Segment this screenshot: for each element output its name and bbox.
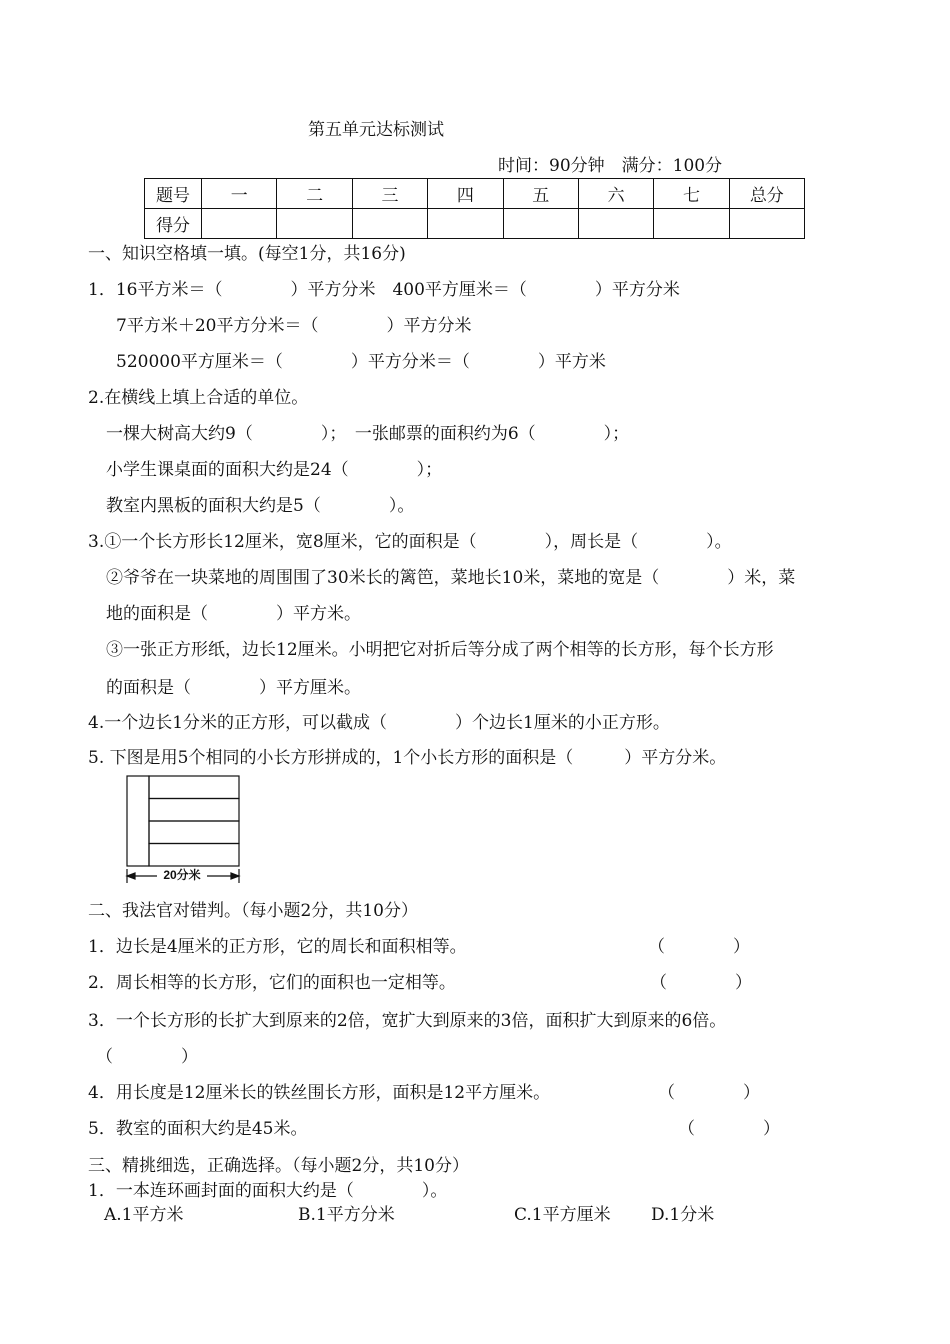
table-cell: 六 [578, 179, 653, 209]
answer-blank[interactable]: （ ） [678, 1119, 780, 1139]
table-cell: 总分 [729, 179, 804, 209]
rectangles-figure [122, 772, 252, 892]
horizontal-rectangle [149, 799, 239, 822]
table-cell: 七 [654, 179, 729, 209]
section2-heading: 二、我法官对错判。（每小题2分，共10分） [88, 901, 418, 921]
table-cell: 二 [277, 179, 352, 209]
score-cell[interactable] [428, 209, 503, 239]
s1-q1-line3: 520000平方厘米＝（ ）平方分米＝（ ）平方米 [116, 352, 606, 372]
score-cell[interactable] [654, 209, 729, 239]
s1-q4: 4.一个边长1分米的正方形，可以截成（ ）个边长1厘米的小正方形。 [88, 713, 670, 733]
s2-q2: 2．周长相等的长方形，它们的面积也一定相等。 [88, 973, 456, 993]
score-cell[interactable] [352, 209, 427, 239]
s1-q2-head: 2.在横线上填上合适的单位。 [88, 388, 309, 408]
horizontal-rectangle [149, 844, 239, 867]
table-cell: 题号 [145, 179, 202, 209]
s1-q1-line2: 7平方米＋20平方分米＝（ ）平方分米 [116, 316, 472, 336]
vertical-rectangle [127, 776, 149, 866]
s1-q2-line1: 一棵大树高大约9（ ）； 一张邮票的面积约为6（ ）； [106, 424, 630, 444]
option-c[interactable]: C.1平方厘米 [514, 1205, 611, 1225]
score-cell[interactable] [202, 209, 277, 239]
horizontal-rectangle [149, 776, 239, 799]
horizontal-rectangle [149, 821, 239, 844]
score-cell[interactable] [729, 209, 804, 239]
s2-q3: 3．一个长方形的长扩大到原来的2倍，宽扩大到原来的3倍，面积扩大到原来的6倍。 [88, 1011, 727, 1031]
s3-q1: 1．一本连环画封面的面积大约是（ ）。 [88, 1181, 448, 1201]
s2-q5: 5．教室的面积大约是45米。 [88, 1119, 308, 1139]
s1-q3-line3: 地的面积是（ ）平方米。 [106, 604, 361, 624]
time-score-info: 时间：90分钟 满分：100分 [498, 156, 723, 176]
section3-heading: 三、精挑细选，正确选择。（每小题2分，共10分） [88, 1156, 469, 1176]
score-table [144, 178, 805, 239]
section1-heading: 一、知识空格填一填。(每空1分，共16分) [88, 244, 406, 264]
table-row [145, 209, 805, 239]
answer-blank[interactable]: （ ） [648, 937, 750, 957]
table-cell: 四 [428, 179, 503, 209]
s1-q1-line1: 1．16平方米＝（ ）平方分米 400平方厘米＝（ ）平方分米 [88, 280, 680, 300]
answer-blank[interactable]: （ ） [96, 1047, 198, 1067]
answer-blank[interactable]: （ ） [650, 973, 752, 993]
s1-q5: 5. 下图是用5个相同的小长方形拼成的，1个小长方形的面积是（ ）平方分米。 [88, 748, 727, 768]
option-b[interactable]: B.1平方分米 [298, 1205, 395, 1225]
s1-q3-line5: 的面积是（ ）平方厘米。 [106, 678, 361, 698]
table-cell: 五 [503, 179, 578, 209]
score-cell[interactable] [578, 209, 653, 239]
s1-q3-line1: 3.①一个长方形长12厘米，宽8厘米，它的面积是（ ），周长是（ ）。 [88, 532, 732, 552]
answer-blank[interactable]: （ ） [658, 1083, 760, 1103]
s1-q2-line3: 教室内黑板的面积大约是5（ ）。 [106, 496, 415, 516]
rectangles-diagram [122, 772, 252, 887]
option-d[interactable]: D.1分米 [651, 1205, 715, 1225]
table-cell: 得分 [145, 209, 202, 239]
table-cell: 一 [202, 179, 277, 209]
score-cell[interactable] [277, 209, 352, 239]
table-cell: 三 [352, 179, 427, 209]
s1-q2-line2: 小学生课桌面的面积大约是24（ ）； [106, 460, 443, 480]
table-row [145, 179, 805, 209]
option-a[interactable]: A.1平方米 [104, 1205, 184, 1225]
s2-q4: 4．用长度是12厘米长的铁丝围长方形，面积是12平方厘米。 [88, 1083, 551, 1103]
score-cell[interactable] [503, 209, 578, 239]
page-title: 第五单元达标测试 [308, 120, 444, 140]
s2-q1: 1．边长是4厘米的正方形，它的周长和面积相等。 [88, 937, 467, 957]
s1-q3-line4: ③一张正方形纸，边长12厘米。小明把它对折后等分成了两个相等的长方形，每个长方形 [106, 640, 774, 660]
dimension-label: 20分米 [163, 868, 201, 882]
s1-q3-line2: ②爷爷在一块菜地的周围围了30米长的篱笆，菜地长10米，菜地的宽是（ ）米，菜 [106, 568, 796, 588]
